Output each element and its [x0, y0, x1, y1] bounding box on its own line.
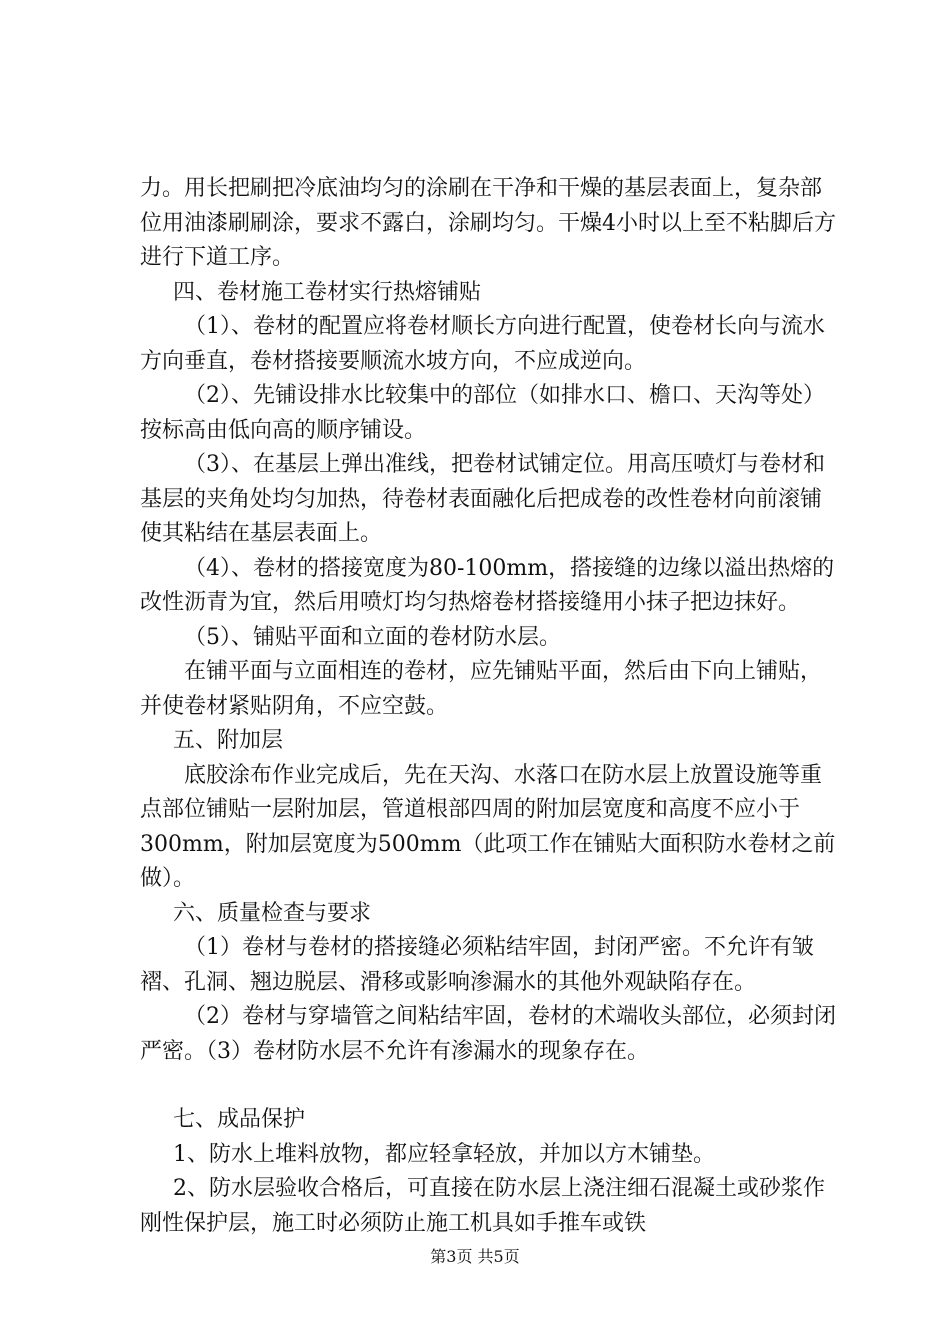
- page-footer: 第3页 共5页: [430, 1247, 520, 1266]
- paragraph-gap: [140, 1069, 840, 1103]
- paragraph: （1）、卷材的配置应将卷材顺长方向进行配置，使卷材长向与流水方向垂直，卷材搭接要顺流水坡方向，不应成逆向。: [140, 314, 825, 374]
- paragraph: 力。用长把刷把冷底油均匀的涂刷在干净和干燥的基层表面上，复杂部位用油漆刷刷涂，要求不露白，涂刷均匀。干燥4小时以上至不粘脚后方进行下道工序。: [140, 176, 836, 270]
- paragraph: 五、附加层: [173, 728, 284, 753]
- paragraph: 底胶涂布作业完成后，先在天沟、水落口在防水层上放置设施等重点部位铺贴一层附加层，管道根部四周的附加层宽度和高度不应小于300mm，附加层宽度为500mm（此项工作在铺贴大面积防水卷材之前做）。: [140, 762, 836, 891]
- paragraph: 在铺平面与立面相连的卷材，应先铺贴平面，然后由下向上铺贴，并使卷材紧贴阴角，不应空鼓。: [140, 659, 823, 719]
- paragraph: （4）、卷材的搭接宽度为80-100mm，搭接缝的边缘以溢出热熔的改性沥青为宜，然后用喷灯均匀热熔卷材搭接缝用小抹子把边抹好。: [140, 555, 835, 615]
- paragraph: 四、卷材施工卷材实行热熔铺贴: [173, 279, 482, 305]
- document-body: [140, 172, 840, 1241]
- paragraph: 1、防水上堆料放物，都应轻拿轻放，并加以方木铺垫。: [173, 1141, 715, 1167]
- paragraph: 2、防水层验收合格后，可直接在防水层上浇注细石混凝土或砂浆作刚性保护层，施工时必须防止施工机具如手推车或铁: [140, 1176, 825, 1236]
- paragraph: （3）、在基层上弹出准线，把卷材试铺定位。用高压喷灯与卷材和基层的夹角处均匀加热，待卷材表面融化后把成卷的改性卷材向前滚铺使其粘结在基层表面上。: [140, 452, 825, 546]
- paragraph: （5）、铺贴平面和立面的卷材防水层。: [184, 624, 561, 650]
- paragraph: （1）卷材与卷材的搭接缝必须粘结牢固，封闭严密。不允许有皱褶、孔洞、翘边脱层、滑移或影响渗漏水的其他外观缺陷存在。: [140, 935, 814, 995]
- paragraph: （2）、先铺设排水比较集中的部位（如排水口、檐口、天沟等处）按标高由低向高的顺序铺设。: [140, 383, 825, 443]
- paragraph: （2）卷材与穿墙管之间粘结牢固，卷材的术端收头部位，必须封闭严密。（3）卷材防水层不允许有渗漏水的现象存在。: [140, 1004, 836, 1064]
- paragraph: 七、成品保护: [173, 1107, 306, 1132]
- paragraph: 六、质量检查与要求: [173, 900, 372, 926]
